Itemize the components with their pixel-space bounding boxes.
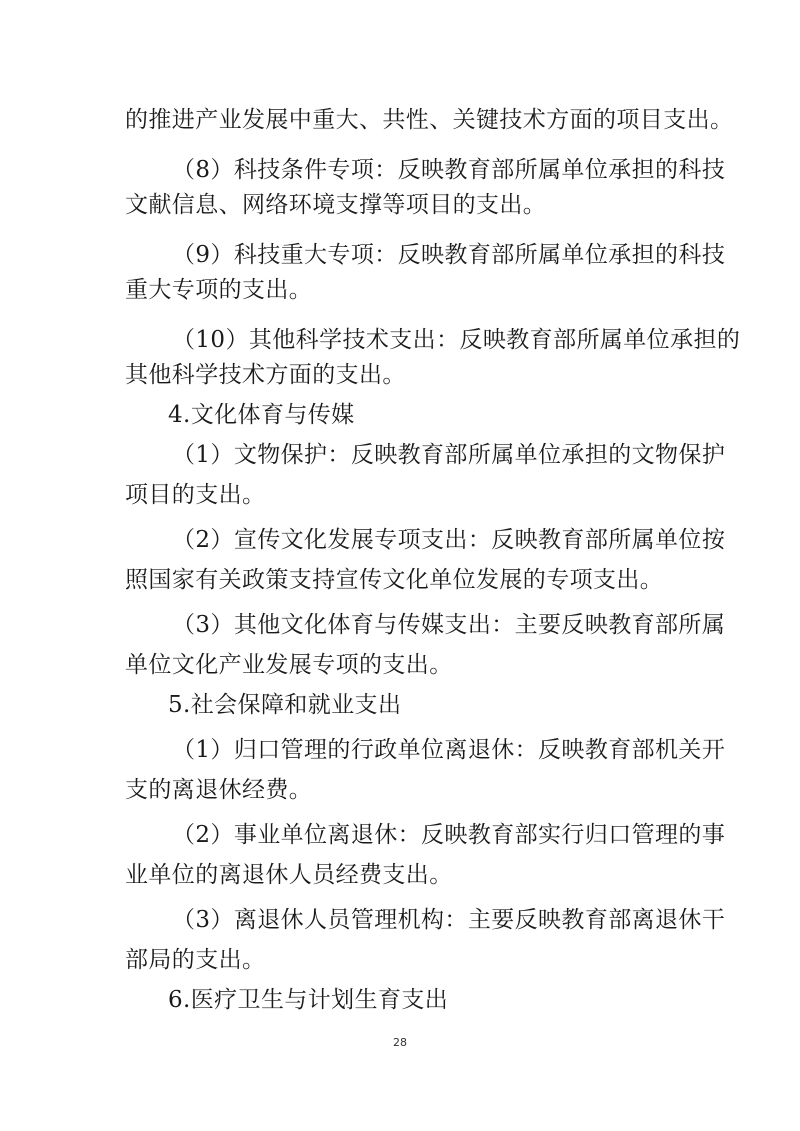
paragraph-line: （1）归口管理的行政单位离退休：反映教育部机关开 xyxy=(172,737,726,763)
paragraph-line: （3）离退休人员管理机构：主要反映教育部离退休干 xyxy=(172,907,726,933)
paragraph-line: （9）科技重大专项：反映教育部所属单位承担的科技 xyxy=(172,242,726,268)
section-heading: 5.社会保障和就业支出 xyxy=(168,692,402,718)
section-heading: 6.医疗卫生与计划生育支出 xyxy=(168,987,449,1013)
paragraph-line: （2）事业单位离退休：反映教育部实行归口管理的事 xyxy=(172,822,726,848)
paragraph-line: 业单位的离退休人员经费支出。 xyxy=(125,862,453,888)
paragraph-line: （10）其他科学技术支出：反映教育部所属单位承担的 xyxy=(172,327,741,353)
paragraph-line: （3）其他文化体育与传媒支出：主要反映教育部所属 xyxy=(172,612,726,638)
paragraph-line: 部局的支出。 xyxy=(125,947,266,973)
paragraph-line: 单位文化产业发展专项的支出。 xyxy=(125,652,453,678)
paragraph-line: （8）科技条件专项：反映教育部所属单位承担的科技 xyxy=(172,157,726,183)
paragraph-line: 照国家有关政策支持宣传文化单位发展的专项支出。 xyxy=(125,567,664,593)
paragraph-line: 文献信息、网络环境支撑等项目的支出。 xyxy=(125,192,547,218)
section-heading: 4.文化体育与传媒 xyxy=(168,402,355,428)
paragraph-line: 重大专项的支出。 xyxy=(125,277,313,303)
page-number: 28 xyxy=(393,1036,407,1049)
paragraph-line: 其他科学技术方面的支出。 xyxy=(125,362,406,388)
paragraph-line: （1）文物保护：反映教育部所属单位承担的文物保护 xyxy=(172,442,726,468)
paragraph-line: 支的离退休经费。 xyxy=(125,777,313,803)
paragraph-line: 项目的支出。 xyxy=(125,482,266,508)
paragraph-line: （2）宣传文化发展专项支出：反映教育部所属单位按 xyxy=(172,527,726,553)
paragraph-line: 的推进产业发展中重大、共性、关键技术方面的项目支出。 xyxy=(125,107,734,133)
